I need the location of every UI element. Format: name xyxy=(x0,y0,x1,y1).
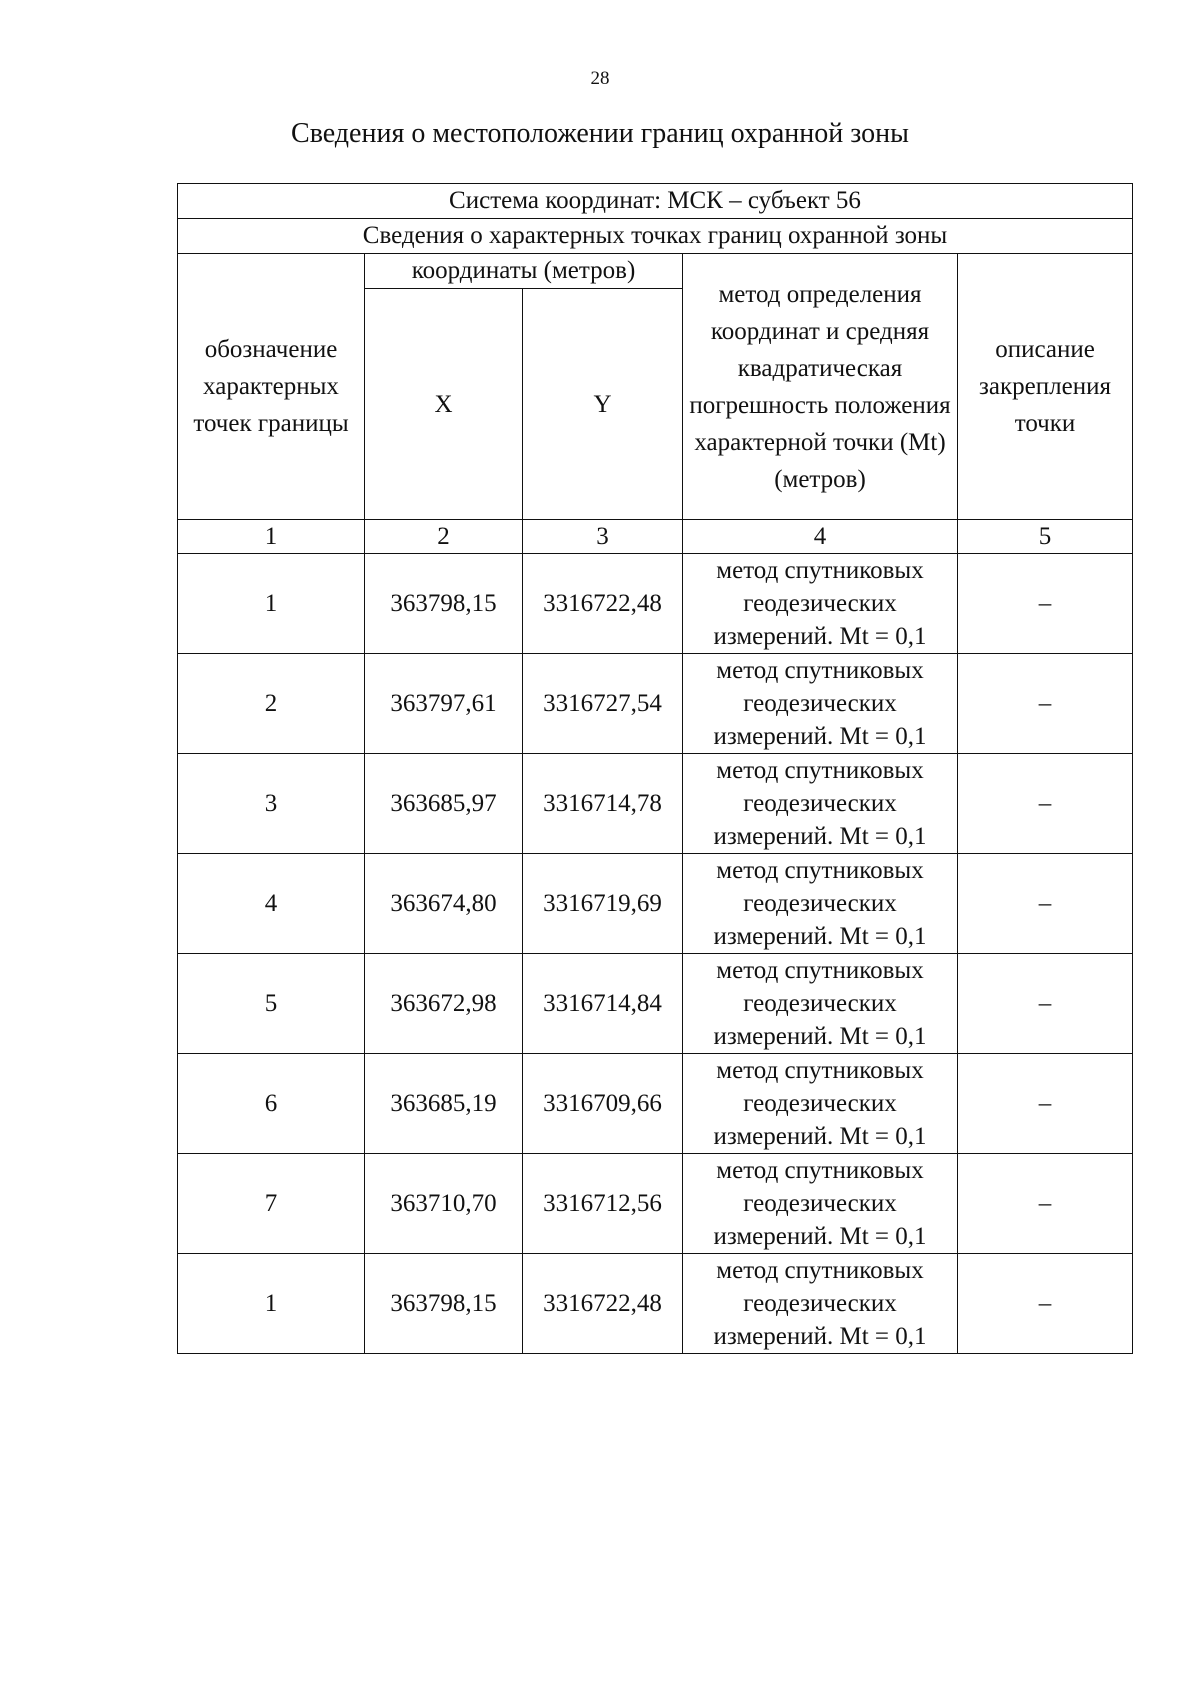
point-cell: 1 xyxy=(178,554,365,654)
fixing-cell: – xyxy=(958,654,1133,754)
header-coordinates: координаты (метров) xyxy=(365,254,683,289)
table-row xyxy=(178,754,1133,854)
y-coordinate-cell: 3316719,69 xyxy=(523,854,683,954)
method-cell: метод спутниковых геодезических измерений. Mt = 0,1 xyxy=(683,654,958,754)
header-method: метод определения координат и средняя квадратическая погрешность положения характерной точки (Mt) (метров) xyxy=(683,254,958,520)
method-cell: метод спутниковых геодезических измерений. Mt = 0,1 xyxy=(683,754,958,854)
fixing-cell: – xyxy=(958,954,1133,1054)
table-row xyxy=(178,1254,1133,1354)
fixing-cell: – xyxy=(958,1154,1133,1254)
x-coordinate-cell: 363674,80 xyxy=(365,854,523,954)
y-coordinate-cell: 3316712,56 xyxy=(523,1154,683,1254)
header-fixing: описание закрепления точки xyxy=(958,254,1133,520)
method-cell: метод спутниковых геодезических измерений. Mt = 0,1 xyxy=(683,554,958,654)
page-number: 28 xyxy=(590,68,610,89)
method-cell: метод спутниковых геодезических измерений. Mt = 0,1 xyxy=(683,1054,958,1154)
table-row xyxy=(178,1154,1133,1254)
y-coordinate-cell: 3316722,48 xyxy=(523,554,683,654)
column-number: 4 xyxy=(683,520,958,554)
x-coordinate-cell: 363685,97 xyxy=(365,754,523,854)
document-title: Сведения о местоположении границ охранной зоны xyxy=(291,118,909,149)
header-y: Y xyxy=(523,289,683,520)
column-number: 3 xyxy=(523,520,683,554)
method-cell: метод спутниковых геодезических измерений. Mt = 0,1 xyxy=(683,854,958,954)
method-cell: метод спутниковых геодезических измерений. Mt = 0,1 xyxy=(683,954,958,1054)
x-coordinate-cell: 363797,61 xyxy=(365,654,523,754)
x-coordinate-cell: 363710,70 xyxy=(365,1154,523,1254)
table-row xyxy=(178,854,1133,954)
point-cell: 1 xyxy=(178,1254,365,1354)
y-coordinate-cell: 3316709,66 xyxy=(523,1054,683,1154)
point-cell: 4 xyxy=(178,854,365,954)
column-number: 2 xyxy=(365,520,523,554)
point-cell: 3 xyxy=(178,754,365,854)
header-x: X xyxy=(365,289,523,520)
fixing-cell: – xyxy=(958,1254,1133,1354)
point-cell: 5 xyxy=(178,954,365,1054)
header-point-designation: обозначение характерных точек границы xyxy=(178,254,365,520)
point-cell: 2 xyxy=(178,654,365,754)
x-coordinate-cell: 363798,15 xyxy=(365,1254,523,1354)
fixing-cell: – xyxy=(958,554,1133,654)
x-coordinate-cell: 363798,15 xyxy=(365,554,523,654)
coordinate-system-cell: Система координат: МСК – субъект 56 xyxy=(178,184,1133,219)
fixing-cell: – xyxy=(958,1054,1133,1154)
y-coordinate-cell: 3316714,78 xyxy=(523,754,683,854)
method-cell: метод спутниковых геодезических измерений. Mt = 0,1 xyxy=(683,1254,958,1354)
method-cell: метод спутниковых геодезических измерений. Mt = 0,1 xyxy=(683,1154,958,1254)
x-coordinate-cell: 363672,98 xyxy=(365,954,523,1054)
y-coordinate-cell: 3316714,84 xyxy=(523,954,683,1054)
fixing-cell: – xyxy=(958,754,1133,854)
column-number: 5 xyxy=(958,520,1133,554)
table-row xyxy=(178,954,1133,1054)
table-row xyxy=(178,554,1133,654)
table-row xyxy=(178,654,1133,754)
boundary-points-table xyxy=(177,183,1133,1354)
point-cell: 6 xyxy=(178,1054,365,1154)
fixing-cell: – xyxy=(958,854,1133,954)
table-row xyxy=(178,1054,1133,1154)
y-coordinate-cell: 3316722,48 xyxy=(523,1254,683,1354)
section-title-cell: Сведения о характерных точках границ охранной зоны xyxy=(178,219,1133,254)
y-coordinate-cell: 3316727,54 xyxy=(523,654,683,754)
column-number: 1 xyxy=(178,520,365,554)
x-coordinate-cell: 363685,19 xyxy=(365,1054,523,1154)
point-cell: 7 xyxy=(178,1154,365,1254)
